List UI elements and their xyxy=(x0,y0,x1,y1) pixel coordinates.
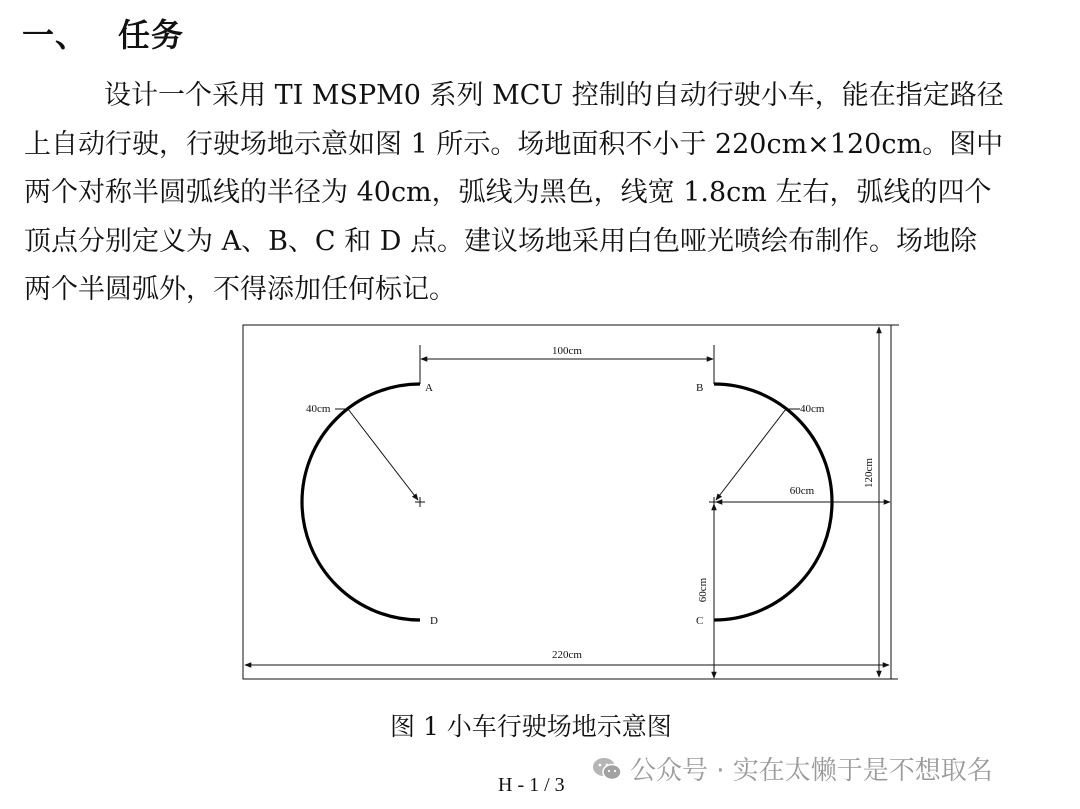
point-a-label: A xyxy=(425,382,433,394)
top-dim-label: 100cm xyxy=(552,345,582,357)
watermark-text: 公众号 · 实在太懒于是不想取名 xyxy=(630,756,993,786)
paragraph-line: 上自动行驶，行驶场地示意如图 1 所示。场地面积不小于 220cm×120cm。图中 xyxy=(24,128,1004,160)
figure-caption: 图 1 小车行驶场地示意图 xyxy=(390,712,672,741)
left-radius-line xyxy=(348,409,418,500)
right-radius-label: 40cm xyxy=(800,403,825,415)
left-radius-label: 40cm xyxy=(306,403,331,415)
height-dim-label: 120cm xyxy=(863,458,875,488)
paragraph-line: 设计一个采用 TI MSPM0 系列 MCU 控制的自动行驶小车，能在指定路径 xyxy=(104,80,1004,111)
watermark xyxy=(592,750,993,787)
point-d-label: D xyxy=(430,615,438,627)
right-radius-line xyxy=(716,409,786,500)
paragraph-line: 两个半圆弧外，不得添加任何标记。 xyxy=(24,274,456,305)
right-horizontal-dim-label: 60cm xyxy=(789,485,815,497)
width-dim-label: 220cm xyxy=(552,649,582,661)
left-arc xyxy=(302,384,420,620)
lower-vertical-dim-label: 60cm xyxy=(697,577,709,603)
paragraph-line: 顶点分别定义为 A、B、C 和 D 点。建议场地采用白色哑光喷绘布制作。场地除 xyxy=(24,225,977,257)
page-number: H - 1 / 3 xyxy=(498,774,565,796)
section-number: 一、 xyxy=(22,16,89,54)
paragraph-line: 两个对称半圆弧线的半径为 40cm，弧线为黑色，线宽 1.8cm 左右，弧线的四个 xyxy=(24,177,992,208)
point-c-label: C xyxy=(696,615,704,627)
wechat-icon xyxy=(592,756,622,782)
section-title: 任务 xyxy=(118,16,185,54)
point-b-label: B xyxy=(696,382,704,394)
